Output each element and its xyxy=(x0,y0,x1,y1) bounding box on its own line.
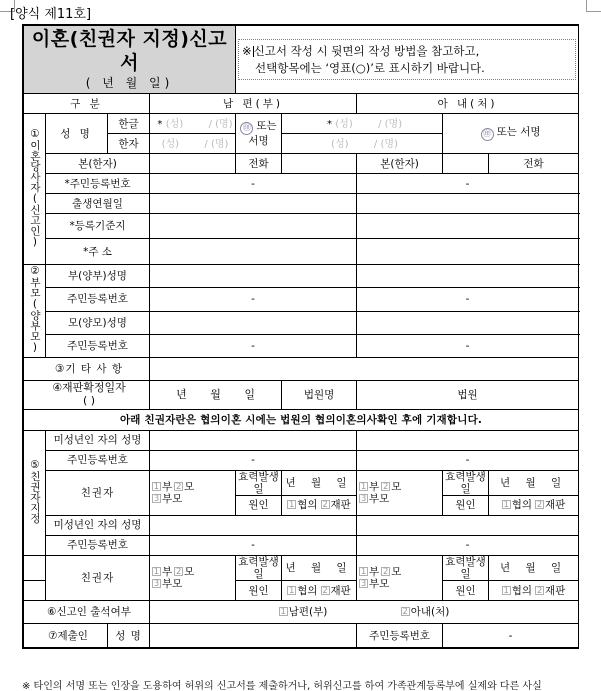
husband-seal-or-signature[interactable] xyxy=(236,114,282,154)
side-label-section1-text: ①이혼당사자(신고인) xyxy=(28,127,41,248)
checkbox-2-icon[interactable]: 2 xyxy=(536,585,543,596)
placeholder-husband-surname-hanja: (성) xyxy=(161,138,180,150)
opt-both-label: 부모 xyxy=(162,492,183,505)
form-number-label: [양식 제11호] xyxy=(10,7,92,22)
input-submitter-rrn[interactable] xyxy=(443,624,579,648)
input-wife-birth-date[interactable] xyxy=(357,194,579,214)
wife-seal-or-signature[interactable] xyxy=(443,114,579,154)
rrn-dash: - xyxy=(465,454,470,467)
label-name: 성 명 xyxy=(46,114,108,154)
placeholder-wife-surname-hanja: (성) xyxy=(331,138,349,150)
child1-cause-left-inner xyxy=(287,499,351,511)
title-row xyxy=(24,26,579,94)
header-notice-cell xyxy=(236,26,579,94)
input-wife-mother-name[interactable] xyxy=(357,311,579,334)
row-child2-rrn xyxy=(24,535,579,555)
label-address: *주 소 xyxy=(46,239,150,265)
input-wife-origin[interactable] xyxy=(443,154,489,174)
placeholder-husband-surname: (성) xyxy=(165,118,184,130)
checkbox-1-icon[interactable]: 1 xyxy=(153,481,160,492)
row-address xyxy=(24,239,579,265)
input-child2-rrn-husband[interactable] xyxy=(150,535,357,555)
cause-agreement-label: 협의 xyxy=(511,499,533,512)
row-child1-name xyxy=(24,430,579,450)
checkbox-2-icon[interactable]: 2 xyxy=(382,566,389,577)
label-name-hangul: 한글 xyxy=(108,114,150,134)
input-husband-mother-rrn[interactable] xyxy=(150,334,357,357)
checkbox-1-icon[interactable]: 1 xyxy=(153,566,160,577)
input-child2-effective-date-left[interactable]: 년 월 일 xyxy=(282,555,357,580)
checkbox-2-icon[interactable]: 2 xyxy=(402,607,408,618)
label-child1-effective-date-right: 효력발생일 xyxy=(443,470,489,495)
child2-opt-row1-left xyxy=(152,566,233,578)
child1-opt-row1-right xyxy=(359,481,440,493)
input-wife-father-name[interactable] xyxy=(357,265,579,288)
notice-mark: ※ xyxy=(242,43,252,58)
label-husband-phone: 전화 xyxy=(236,154,282,174)
opt-mother-label: 모 xyxy=(391,565,402,578)
row-attendance xyxy=(24,601,579,624)
input-child2-rrn-wife[interactable] xyxy=(357,535,579,555)
input-wife-name-hanja[interactable] xyxy=(282,134,443,154)
input-child2-effective-date-right[interactable]: 년 월 일 xyxy=(489,555,579,580)
side-label-section2-text: ②부모(양부모) xyxy=(28,265,41,354)
attendance-husband-label: 남편(부) xyxy=(288,606,328,619)
checkbox-3-icon[interactable]: 3 xyxy=(153,579,160,590)
row-submitter xyxy=(24,624,579,648)
label-judgment-date xyxy=(24,380,150,409)
child1-custodian-options-left[interactable] xyxy=(150,470,236,515)
input-child1-name-husband[interactable] xyxy=(150,430,357,450)
label-registry-base: *등록기준지 xyxy=(46,214,150,239)
rrn-dash: - xyxy=(465,177,470,190)
input-wife-mother-rrn[interactable] xyxy=(357,334,579,357)
row-judgment-date xyxy=(24,380,579,409)
checkbox-2-icon[interactable]: 2 xyxy=(322,585,328,596)
notice-text-1: 신고서 작성 시 뒷면의 작성 방법을 참고하고, xyxy=(253,43,480,58)
cause-trial-label: 재판 xyxy=(545,584,566,597)
input-child1-effective-date-left[interactable]: 년 월 일 xyxy=(282,470,357,495)
husband-seal-label: 또는 서명 xyxy=(248,120,277,148)
checkbox-1-icon[interactable]: 1 xyxy=(360,566,367,577)
child2-custodian-options-right[interactable] xyxy=(357,555,443,600)
side-label-section5 xyxy=(24,430,46,555)
label-mother-name: 모(양모)성명 xyxy=(46,311,150,334)
cause-agreement-label: 협의 xyxy=(297,584,318,597)
child1-custodian-options-right[interactable] xyxy=(357,470,443,515)
placeholder-husband-given-hanja: / (명) xyxy=(204,138,229,150)
form-title-cell xyxy=(24,26,236,94)
opt-father-label: 부 xyxy=(162,565,173,578)
input-wife-address[interactable] xyxy=(357,239,579,265)
attendance-wife-label: 아내(처) xyxy=(410,606,450,619)
opt-father-label: 부 xyxy=(369,480,380,493)
child2-custodian-options-left[interactable] xyxy=(150,555,236,600)
input-judgment-date[interactable] xyxy=(150,380,282,409)
row-origin-phone xyxy=(24,154,579,174)
child2-opt-row1-right xyxy=(359,566,440,578)
row-birth-date xyxy=(24,194,579,214)
input-husband-origin[interactable] xyxy=(150,154,236,174)
notice-box xyxy=(238,39,576,80)
label-rrn: *주민등록번호 xyxy=(46,174,150,194)
checkbox-1-icon[interactable]: 1 xyxy=(360,481,367,492)
label-child2-name: 미성년인 자의 성명 xyxy=(46,515,150,535)
label-child1-cause-right: 원인 xyxy=(443,495,489,515)
checkbox-2-icon[interactable]: 2 xyxy=(536,500,543,511)
custody-notice-text: 아래 친권자란은 협의이혼 시에는 법원의 협의이혼의사확인 후에 기재합니다. xyxy=(24,409,579,430)
input-husband-rrn[interactable] xyxy=(150,174,357,194)
label-mother-rrn: 주민등록번호 xyxy=(46,334,150,357)
child1-cause-options-right[interactable] xyxy=(489,495,579,515)
placeholder-husband-given: / (명) xyxy=(208,118,233,130)
row-registry-base xyxy=(24,214,579,239)
row-name-hangul xyxy=(24,114,579,134)
page-corner-mark-top-right xyxy=(586,0,601,12)
input-wife-rrn[interactable] xyxy=(357,174,579,194)
wife-seal-label: 또는 서명 xyxy=(496,126,541,139)
opt-both-label: 부모 xyxy=(162,578,183,591)
input-husband-name-hanja[interactable] xyxy=(150,134,236,154)
notice-line-2: 선택항목에는 ‘영표(○)’로 표시하기 바랍니다. xyxy=(255,60,485,75)
checkbox-1-icon[interactable]: 1 xyxy=(280,607,286,618)
input-husband-mother-name[interactable] xyxy=(150,311,357,334)
input-child2-name-husband[interactable] xyxy=(150,515,357,535)
label-judgment-date-line2: ( ) xyxy=(82,393,96,407)
input-husband-birth-date[interactable] xyxy=(150,194,357,214)
input-husband-phone[interactable] xyxy=(282,154,357,174)
label-submitter-name: 성 명 xyxy=(108,624,150,648)
child2-opt-row2-right xyxy=(359,578,440,590)
label-father-name: 부(양부)성명 xyxy=(46,265,150,288)
label-child1-cause-left: 원인 xyxy=(236,495,282,515)
row-mother-rrn xyxy=(24,334,579,357)
label-judgment-date-line1: ④재판확정일자 xyxy=(52,381,126,395)
label-child2-custodian: 친권자 xyxy=(46,555,150,600)
page-title: 이혼(친권자 지정)신고서 xyxy=(31,28,228,74)
opt-father-label: 부 xyxy=(369,565,380,578)
cause-agreement-label: 협의 xyxy=(297,499,318,512)
row-mother-name xyxy=(24,311,579,334)
input-other-matters[interactable] xyxy=(150,357,579,380)
child2-cause-options-right[interactable] xyxy=(489,581,579,601)
checkbox-2-icon[interactable]: 2 xyxy=(175,566,182,577)
checkbox-1-icon[interactable]: 1 xyxy=(289,585,295,596)
side-label-section1 xyxy=(24,114,46,265)
input-wife-father-rrn[interactable] xyxy=(357,288,579,311)
child1-cause-right-inner xyxy=(502,499,566,511)
seal-icon: ㊞ xyxy=(481,128,494,141)
label-submitter: ⑦제출인 xyxy=(24,624,108,648)
rrn-dash: - xyxy=(508,629,513,642)
column-header-husband: 남 편(부) xyxy=(150,94,357,114)
rrn-dash: - xyxy=(465,539,470,552)
label-child1-custodian: 친권자 xyxy=(46,470,150,515)
label-child1-effective-date-left: 효력발생일 xyxy=(236,470,282,495)
input-husband-father-rrn[interactable] xyxy=(150,288,357,311)
checkbox-3-icon[interactable]: 3 xyxy=(360,493,367,504)
rrn-dash: - xyxy=(465,339,470,352)
column-header-wife: 아 내(처) xyxy=(357,94,579,114)
attendance-options[interactable] xyxy=(150,601,579,624)
judgment-date-ymd: 년 월 일 xyxy=(176,387,265,401)
label-child2-effective-date-left: 효력발생일 xyxy=(236,555,282,580)
row-custody-notice xyxy=(24,409,579,430)
input-child2-name-wife[interactable] xyxy=(357,515,579,535)
input-child1-rrn-husband[interactable] xyxy=(150,450,357,470)
input-child1-name-wife[interactable] xyxy=(357,430,579,450)
attendance-option-wife[interactable] xyxy=(401,606,450,618)
cause-trial-label: 재판 xyxy=(330,499,351,512)
child1-opt-row1-left xyxy=(152,481,233,493)
label-husband-origin: 본(한자) xyxy=(46,154,150,174)
placeholder-wife-given: / (명) xyxy=(378,118,403,130)
checkbox-1-icon[interactable]: 1 xyxy=(503,500,509,511)
placeholder-wife-given-hanja: / (명) xyxy=(373,138,398,150)
child2-cause-right-inner xyxy=(502,585,566,597)
row-child2-name xyxy=(24,515,579,535)
label-name-hanja: 한자 xyxy=(108,134,150,154)
label-child2-cause-right: 원인 xyxy=(443,581,489,601)
form-table xyxy=(23,25,579,648)
checkbox-2-icon[interactable]: 2 xyxy=(175,481,182,492)
input-husband-name-hangul[interactable] xyxy=(150,114,236,134)
input-child1-rrn-wife[interactable] xyxy=(357,450,579,470)
seal-icon: ㊞ xyxy=(240,122,253,135)
side-label-section5-continued-2 xyxy=(24,581,46,601)
side-label-section5-text: ⑤친권자지정 xyxy=(28,459,41,524)
rrn-dash: - xyxy=(465,293,470,306)
input-wife-name-hangul[interactable] xyxy=(282,114,443,134)
rrn-dash: - xyxy=(251,339,255,352)
checkbox-3-icon[interactable]: 3 xyxy=(153,493,160,504)
input-husband-registry-base[interactable] xyxy=(150,214,357,239)
label-child1-name: 미성년인 자의 성명 xyxy=(46,430,150,450)
input-husband-address[interactable] xyxy=(150,239,357,265)
required-mark-husband-name: * xyxy=(157,118,163,130)
row-child1-custodian-top xyxy=(24,470,579,495)
label-child2-rrn: 주민등록번호 xyxy=(46,535,150,555)
input-submitter-name[interactable] xyxy=(150,624,357,648)
row-child1-rrn xyxy=(24,450,579,470)
row-child2-custodian-top xyxy=(24,555,579,580)
attendance-option-husband[interactable] xyxy=(279,606,328,618)
checkbox-2-icon[interactable]: 2 xyxy=(322,500,328,511)
opt-mother-label: 모 xyxy=(184,565,195,578)
row-father-rrn xyxy=(24,288,579,311)
form-sheet xyxy=(22,24,579,649)
child2-opt-row2-left xyxy=(152,578,233,590)
label-other-matters: ③기 타 사 항 xyxy=(24,357,150,380)
rrn-dash: - xyxy=(251,539,255,552)
column-header-row xyxy=(24,94,579,114)
child1-opt-row2-right xyxy=(359,493,440,505)
child2-cause-options-left[interactable] xyxy=(282,581,357,601)
opt-both-label: 부모 xyxy=(369,492,390,505)
child2-cause-left-inner xyxy=(287,585,351,597)
opt-father-label: 부 xyxy=(162,480,173,493)
opt-mother-label: 모 xyxy=(391,480,402,493)
required-mark-wife-name: * xyxy=(326,118,332,130)
cause-agreement-label: 협의 xyxy=(511,584,533,597)
placeholder-wife-surname: (성) xyxy=(335,118,353,130)
title-date-blank: ( 년 월 일) xyxy=(85,75,174,90)
cause-trial-label: 재판 xyxy=(330,584,351,597)
label-attendance: ⑥신고인 출석여부 xyxy=(24,601,150,624)
label-wife-phone: 전화 xyxy=(489,154,579,174)
opt-both-label: 부모 xyxy=(369,578,390,591)
court-suffix: 법원 xyxy=(457,388,478,401)
checkbox-1-icon[interactable]: 1 xyxy=(289,500,295,511)
side-label-section2 xyxy=(24,265,46,358)
checkbox-3-icon[interactable]: 3 xyxy=(360,579,367,590)
label-child2-cause-left: 원인 xyxy=(236,581,282,601)
notice-line-1 xyxy=(242,43,573,60)
cause-trial-label: 재판 xyxy=(545,499,566,512)
label-submitter-rrn: 주민등록번호 xyxy=(357,624,443,648)
input-wife-registry-base[interactable] xyxy=(357,214,579,239)
label-child1-rrn: 주민등록번호 xyxy=(46,450,150,470)
label-birth-date: 출생연월일 xyxy=(46,194,150,214)
rrn-dash: - xyxy=(251,293,255,306)
checkbox-1-icon[interactable]: 1 xyxy=(503,585,509,596)
opt-mother-label: 모 xyxy=(184,480,195,493)
row-father-name xyxy=(24,265,579,288)
checkbox-2-icon[interactable]: 2 xyxy=(382,481,389,492)
row-rrn xyxy=(24,174,579,194)
side-label-section5-continued xyxy=(24,555,46,580)
rrn-dash: - xyxy=(251,177,255,190)
rrn-dash: - xyxy=(251,454,255,467)
row-other-matters xyxy=(24,357,579,380)
label-wife-origin: 본(한자) xyxy=(357,154,443,174)
column-header-division: 구 분 xyxy=(24,94,150,114)
input-husband-father-name[interactable] xyxy=(150,265,357,288)
label-court-name: 법원명 xyxy=(282,380,357,409)
page-footnote: ※ 타인의 서명 또는 인장을 도용하여 허위의 신고서를 제출하거나, 허위신고를 하여 가족관계등록부에 실제와 다른 사실 xyxy=(22,681,542,691)
input-child1-effective-date-right[interactable]: 년 월 일 xyxy=(489,470,579,495)
child1-opt-row2-left xyxy=(152,493,233,505)
label-father-rrn: 주민등록번호 xyxy=(46,288,150,311)
label-child2-effective-date-right: 효력발생일 xyxy=(443,555,489,580)
child1-cause-options-left[interactable] xyxy=(282,495,357,515)
input-court-name[interactable] xyxy=(357,380,579,409)
